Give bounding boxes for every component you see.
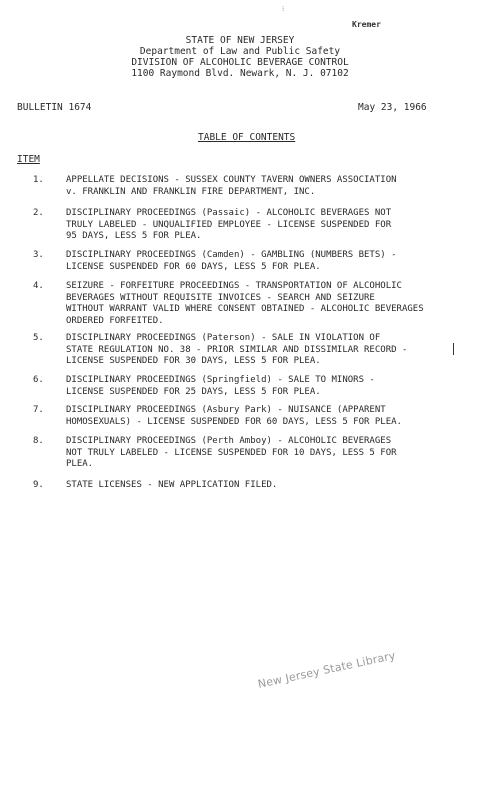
item-text: DISCIPLINARY PROCEEDINGS (Springfield) - SALE TO MINORS - LICENSE SUSPENDED FOR 25 DAYS, LESS 5 FOR PLEA. bbox=[66, 375, 375, 397]
item-text: DISCIPLINARY PROCEEDINGS (Asbury Park) - NUISANCE (APPARENT HOMOSEXUALS) - LICENSE SUSPENDED FOR 60 DAYS, LESS 5 FOR PLEA. bbox=[66, 405, 402, 427]
bulletin-number: BULLETIN 1674 bbox=[17, 102, 92, 113]
item-number: 8. bbox=[33, 436, 44, 446]
item-number: 1. bbox=[33, 175, 44, 185]
library-stamp: New Jersey State Library bbox=[256, 648, 397, 691]
item-text: SEIZURE - FORFEITURE PROCEEDINGS - TRANSPORTATION OF ALCOHOLIC BEVERAGES WITHOUT REQUISITE INVOICES - SEARCH AND SEIZURE WITHOUT WARRANT VALID WHERE CONSENT OBTAINED - ALCOHOLIC BEVERAGES ORDERED FORFEITED. bbox=[66, 281, 424, 326]
item-number: 6. bbox=[33, 375, 44, 385]
item-text: APPELLATE DECISIONS - SUSSEX COUNTY TAVERN OWNERS ASSOCIATION v. FRANKLIN AND FRANKLIN FIRE DEPARTMENT, INC. bbox=[66, 175, 397, 197]
item-text: DISCIPLINARY PROCEEDINGS (Paterson) - SALE IN VIOLATION OF STATE REGULATION NO. 38 - PRIOR SIMILAR AND DISSIMILAR RECORD - LICENSE SUSPENDED FOR 30 DAYS, LESS 5 FOR PLEA. bbox=[66, 333, 408, 366]
toc-title: TABLE OF CONTENTS bbox=[198, 132, 296, 143]
letterhead-address: 1100 Raymond Blvd. Newark, N. J. 07102 bbox=[131, 68, 349, 79]
item-number: 3. bbox=[33, 250, 44, 260]
bulletin-date: May 23, 1966 bbox=[358, 102, 427, 113]
letterhead-division: DIVISION OF ALCOHOLIC BEVERAGE CONTROL bbox=[131, 57, 349, 68]
item-number: 2. bbox=[33, 208, 44, 218]
corner-mark: ⁝ bbox=[282, 5, 285, 13]
margin-mark bbox=[453, 343, 454, 355]
item-number: 5. bbox=[33, 333, 44, 343]
item-text: DISCIPLINARY PROCEEDINGS (Perth Amboy) - ALCOHOLIC BEVERAGES NOT TRULY LABELED - LICENSE SUSPENDED FOR 10 DAYS, LESS 5 FOR PLEA. bbox=[66, 436, 397, 469]
item-text: DISCIPLINARY PROCEEDINGS (Passaic) - ALCOHOLIC BEVERAGES NOT TRULY LABELED - UNQUALIFIED EMPLOYEE - LICENSE SUSPENDED FOR 95 DAYS, LESS 5 FOR PLEA. bbox=[66, 208, 392, 241]
item-text: STATE LICENSES - NEW APPLICATION FILED. bbox=[66, 480, 278, 490]
handwritten-initials: Kremer bbox=[352, 20, 381, 29]
item-column-header: ITEM bbox=[17, 154, 40, 165]
item-text: DISCIPLINARY PROCEEDINGS (Camden) - GAMBLING (NUMBERS BETS) - LICENSE SUSPENDED FOR 60 DAYS, LESS 5 FOR PLEA. bbox=[66, 250, 397, 272]
item-number: 7. bbox=[33, 405, 44, 415]
item-number: 9. bbox=[33, 480, 44, 490]
letterhead-department: Department of Law and Public Safety bbox=[139, 46, 341, 57]
letterhead-state: STATE OF NEW JERSEY bbox=[185, 35, 295, 46]
item-number: 4. bbox=[33, 281, 44, 291]
letterhead bbox=[100, 35, 380, 79]
